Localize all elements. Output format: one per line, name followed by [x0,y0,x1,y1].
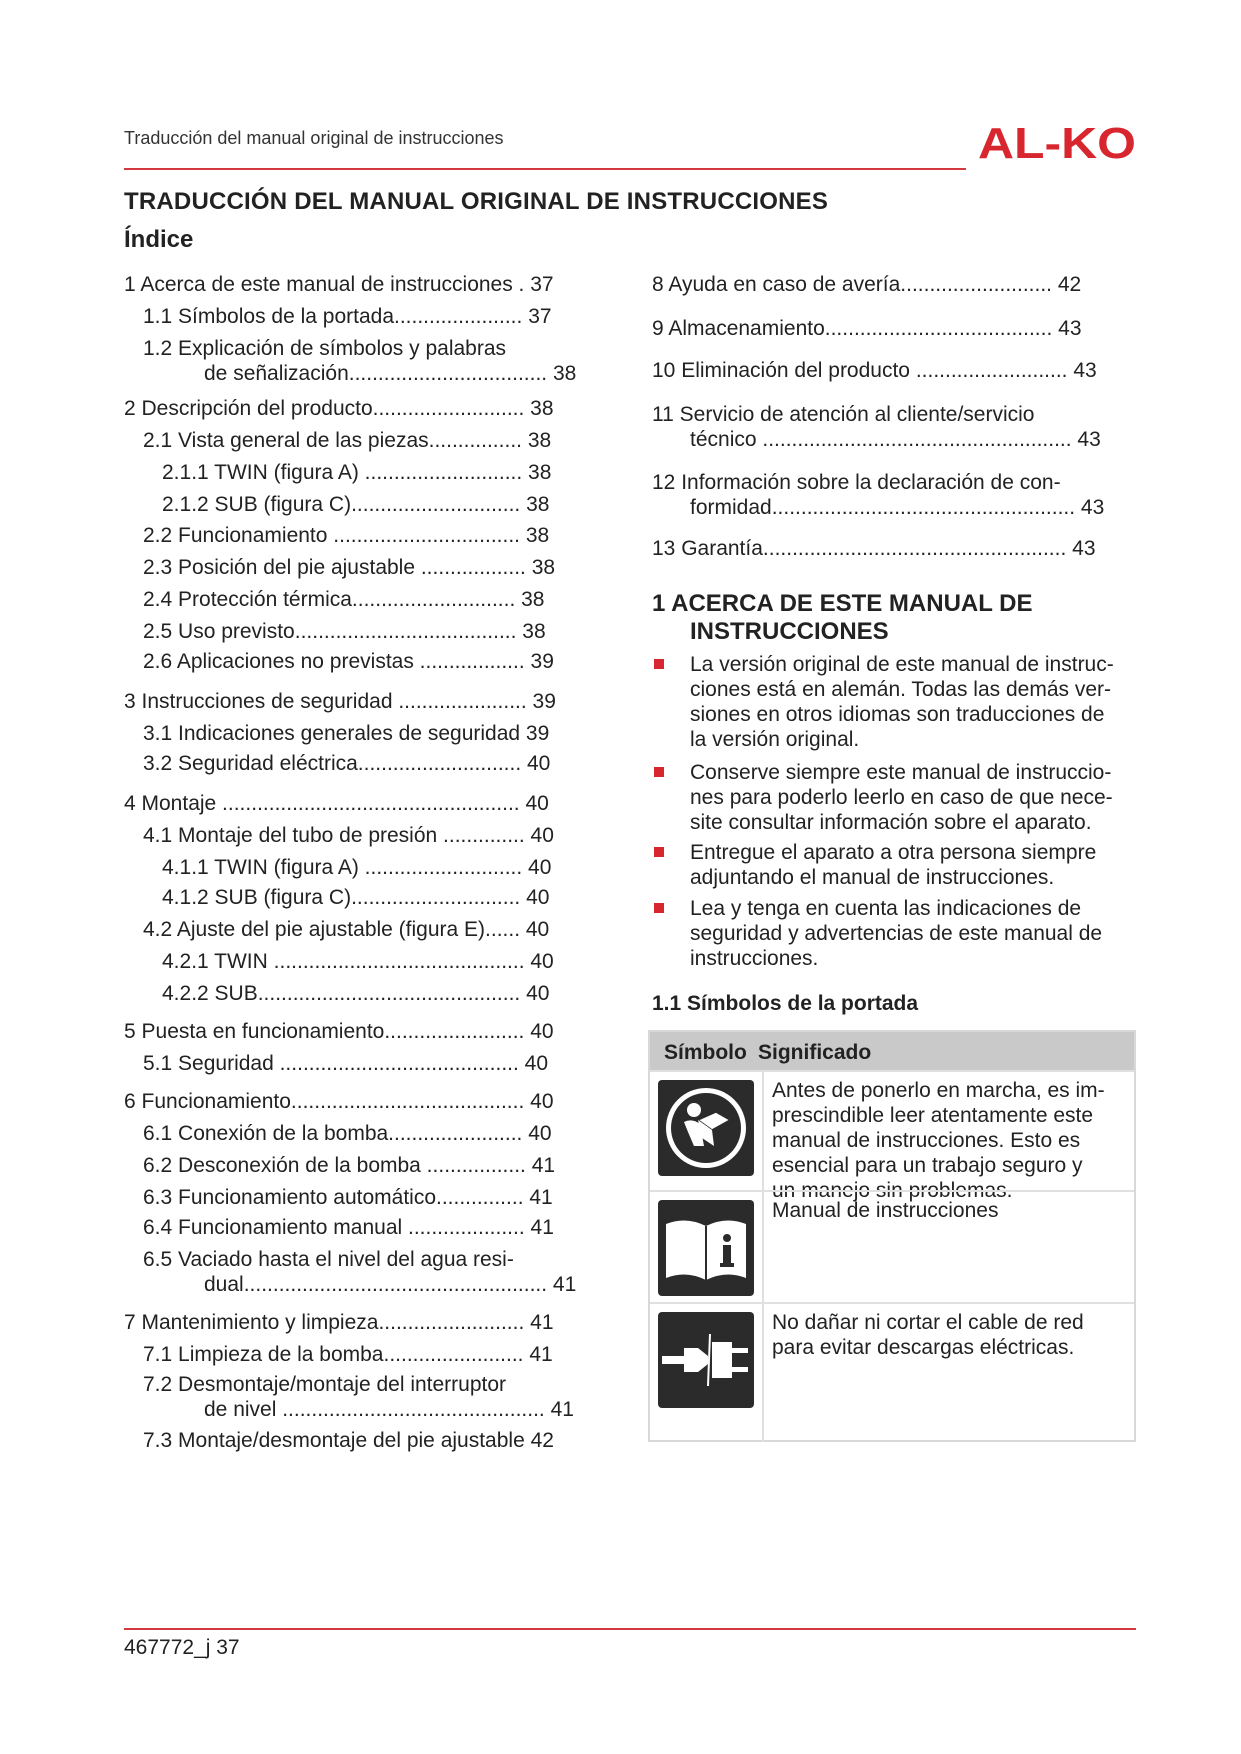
toc-entry[interactable]: 3 Instrucciones de seguridad ...................... 39 [124,690,556,713]
table-row: Antes de ponerlo en marcha, es im- prescindible leer atentamente este manual de instrucciones. Esto es esencial para un trabajo seguro y un manejo sin problemas. [650,1070,1134,1192]
table-header [650,1032,1134,1070]
toc-entry[interactable]: 4.1.1 TWIN (figura A) ........................... 40 [162,856,552,879]
section-title-line-1: 1 ACERCA DE ESTE MANUAL DE [652,590,1033,617]
toc-entry[interactable]: 5.1 Seguridad ......................................... 40 [143,1052,549,1075]
toc-entry[interactable]: 6.4 Funcionamiento manual .................... 41 [143,1216,554,1239]
footer-divider [124,1628,1136,1630]
toc-entry[interactable]: 13 Garantía.................................................... 43 [652,537,1096,560]
bullet-square-icon [654,767,664,777]
list-item: Conserve siempre este manual de instruccio- nes para poderlo leerlo en caso de que nece- site consultar información sobre el aparato. [652,760,1132,835]
al-ko-logo [978,118,1138,164]
toc-entry[interactable]: 6.5 Vaciado hasta el nivel del agua resi- dual.................................................... 41 [143,1248,577,1296]
toc-entry[interactable]: 6 Funcionamiento........................................ 40 [124,1090,554,1113]
header-symbol: Símbolo [664,1041,747,1064]
toc-entry[interactable]: 3.2 Seguridad eléctrica............................ 40 [143,752,551,775]
toc-entry[interactable]: 2 Descripción del producto.......................... 38 [124,397,554,420]
toc-entry[interactable]: 4.1 Montaje del tubo de presión .............. 40 [143,824,554,847]
info-manual-icon [658,1200,754,1296]
table-row: No dañar ni cortar el cable de red para evitar descargas eléctricas. [650,1302,1134,1442]
bullet-square-icon [654,903,664,913]
toc-entry[interactable]: 4 Montaje ................................................... 40 [124,792,549,815]
table-row: Manual de instrucciones [650,1190,1134,1304]
toc-entry[interactable]: 11 Servicio de atención al cliente/servicio técnico ..................................................... 43 [652,403,1101,451]
toc-entry[interactable]: 5 Puesta en funcionamiento........................ 40 [124,1020,554,1043]
toc-entry[interactable]: 2.6 Aplicaciones no previstas .................. 39 [143,650,554,673]
toc-entry[interactable]: 8 Ayuda en caso de avería.......................... 42 [652,273,1082,296]
toc-entry[interactable]: 7 Mantenimiento y limpieza......................... 41 [124,1311,554,1334]
header-divider [124,168,966,170]
symbol-table [648,1030,1136,1442]
toc-entry[interactable]: 1.1 Símbolos de la portada...................... 37 [143,305,552,328]
toc-entry[interactable]: 2.1 Vista general de las piezas................ 38 [143,429,552,452]
toc-entry[interactable]: 7.1 Limpieza de la bomba........................ 41 [143,1343,553,1366]
bullet-square-icon [654,847,664,857]
toc-entry[interactable]: 4.2.2 SUB............................................. 40 [162,982,550,1005]
toc-entry[interactable]: 2.4 Protección térmica............................ 38 [143,588,545,611]
toc-entry[interactable]: 9 Almacenamiento....................................... 43 [652,317,1082,340]
toc-entry[interactable]: 1.2 Explicación de símbolos y palabras de señalización.................................. 38 [143,337,577,385]
read-manual-icon [658,1080,754,1176]
page-number: 467772_j 37 [124,1636,240,1659]
header-text: Traducción del manual original de instrucciones [124,128,504,148]
toc-entry[interactable]: 1 Acerca de este manual de instrucciones . 37 [124,273,554,296]
toc-entry[interactable]: 3.1 Indicaciones generales de seguridad 39 [143,722,550,745]
toc-entry[interactable]: 2.1.1 TWIN (figura A) ........................... 38 [162,461,552,484]
toc-entry[interactable]: 7.3 Montaje/desmontaje del pie ajustable 42 [143,1429,554,1452]
toc-entry[interactable]: 4.2 Ajuste del pie ajustable (figura E)...... 40 [143,918,550,941]
toc-entry[interactable]: 2.2 Funcionamiento ................................ 38 [143,524,550,547]
toc-entry[interactable]: 2.5 Uso previsto...................................... 38 [143,620,546,643]
toc-entry[interactable]: 6.2 Desconexión de la bomba ................. 41 [143,1154,556,1177]
subsection-title: 1.1 Símbolos de la portada [652,992,919,1015]
toc-entry[interactable]: 7.2 Desmontaje/montaje del interruptor de nivel ............................................. 41 [143,1373,574,1421]
header-meaning: Significado [758,1041,872,1064]
list-item: La versión original de este manual de instruc- ciones está en alemán. Todas las demás ver- siones en otros idiomas son traducciones de la versión original. [652,652,1132,752]
toc-entry[interactable]: 4.2.1 TWIN ........................................... 40 [162,950,554,973]
logo-text: AL-KO [978,119,1136,164]
toc-entry[interactable]: 6.3 Funcionamiento automático............... 41 [143,1186,553,1209]
toc-entry[interactable]: 2.1.2 SUB (figura C)............................. 38 [162,493,550,516]
list-item: Entregue el aparato a otra persona siempre adjuntando el manual de instrucciones. [652,840,1132,890]
section-title [652,590,1032,646]
toc-entry[interactable]: 6.1 Conexión de la bomba....................... 40 [143,1122,552,1145]
toc-entry[interactable]: 2.3 Posición del pie ajustable .................. 38 [143,556,556,579]
toc-entry[interactable]: 10 Eliminación del producto .......................... 43 [652,359,1097,382]
section-title-line-2: INSTRUCCIONES [690,618,889,645]
cut-cable-icon [658,1312,754,1408]
toc-entry[interactable]: 12 Información sobre la declaración de con- formidad.................................................... 43 [652,471,1105,519]
page-title: TRADUCCIÓN DEL MANUAL ORIGINAL DE INSTRUCCIONES [124,188,829,215]
bullet-square-icon [654,659,664,669]
list-item: Lea y tenga en cuenta las indicaciones de seguridad y advertencias de este manual de instrucciones. [652,896,1132,971]
toc-entry[interactable]: 4.1.2 SUB (figura C)............................. 40 [162,886,550,909]
index-title: Índice [124,226,194,253]
